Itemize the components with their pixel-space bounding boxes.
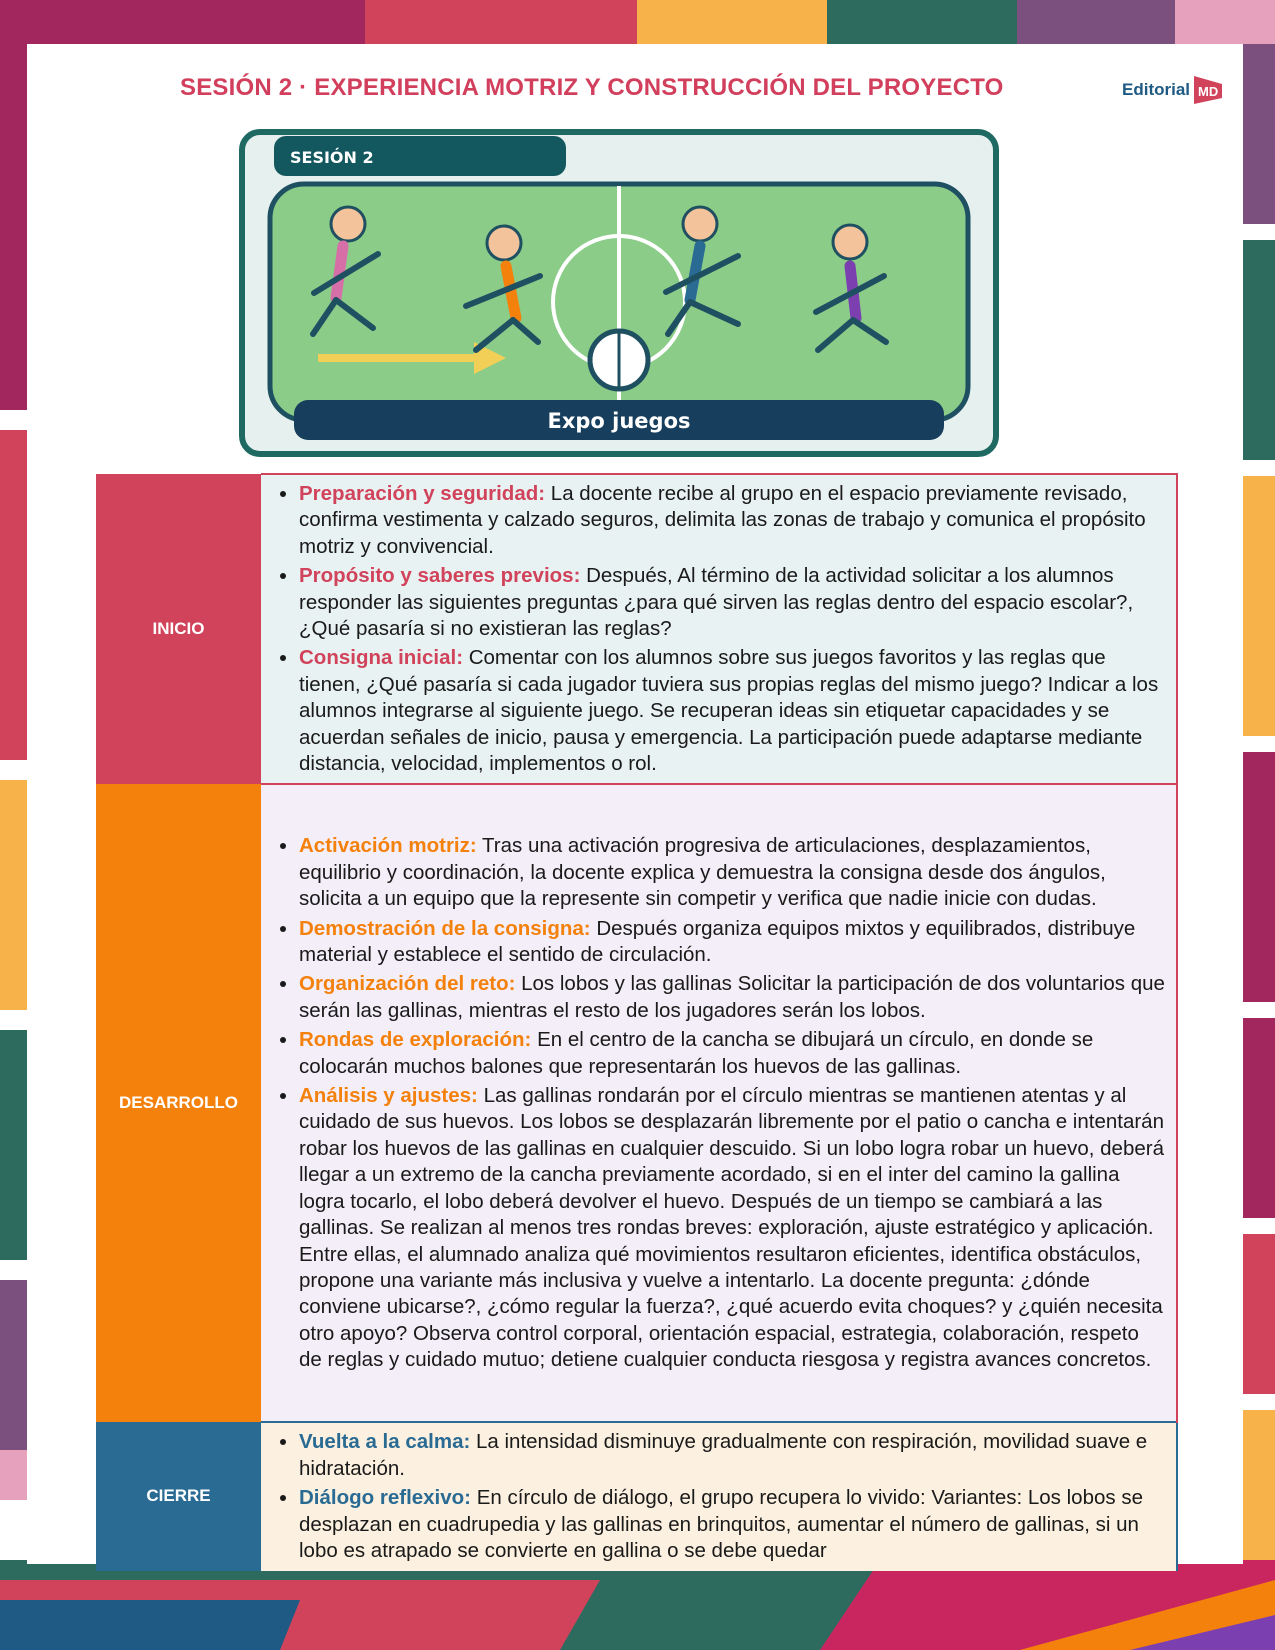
session-plan-table [96,473,1178,1571]
list-item: • Rondas de exploración: En el centro de la cancha se dibujará un círculo, en donde se colocarán muchos balones que representarán los huevos de las gallinas. [299,1027,1166,1080]
session-tag: SESIÓN 2 [290,148,374,167]
list-item: • Análisis y ajustes: Las gallinas rondarán por el círculo mientras se mantienen atentas y al cuidado de sus huevos. Los lobos se desplazarán libremente por el patio o cancha e intentarán robar los huevos de las gallinas en cualquier descuido. Si un lobo logra robar un huevo, deberá llegar a un extremo de la cancha previamente acordado, si en el inter del camino la gallina logra tocarlo, el lobo deberá devolver el huevo. Después de un tiempo se cambiará a las gallinas. Se realizan al menos tres rondas breves: exploración, ajuste estratégico y aplicación. Entre ellas, el alumnado analiza qué movimientos resultaron eficientes, identifica obstáculos, propone una variante más inclusiva y vuelve a intentarlo. La docente pregunta: ¿dónde conviene ubicarse?, ¿cómo regular la fuerza?, ¿qué acuerdo evita choques? y ¿quién necesita otro apoyo? Observa control corporal, orientación espacial, estrategia, colaboración, respeto de reglas y cuidado mutuo; detiene cualquier conducta riesgosa y registra avances concretos. [299,1083,1166,1373]
phase-row-inicio [96,474,1177,784]
illustration-caption: Expo juegos [547,409,691,433]
expo-juegos-illustration [238,128,1038,460]
phase-row-cierre [96,1422,1177,1570]
md-logo-icon [1192,74,1226,106]
list-item: • Diálogo reflexivo: En círculo de diálogo, el grupo recupera lo vivido: Variantes: Los lobos se desplazan en cuadrupedia y las gallinas en brinquitos, aumentar el número de gallinas, si un lobo es atrapado se convierte en gallina o se debe quedar [299,1485,1166,1564]
editorial-logo [1122,74,1232,114]
phase-content [261,474,1177,784]
list-item: • Propósito y saberes previos: Después, Al término de la actividad solicitar a los alumnos responder las siguientes preguntas ¿para qué sirven las reglas dentro del espacio escolar?, ¿Qué pasaría si no existieran las reglas? [299,563,1166,642]
list-item: • Consigna inicial: Comentar con los alumnos sobre sus juegos favoritos y las reglas que tienen, ¿Qué pasaría si cada jugador tuviera sus propias reglas del mismo juego? Indicar a los alumnos integrarse al siguiente juego. Se recuperan ideas sin etiquetar capacidades y se acuerdan señales de inicio, pausa y emergencia. La participación puede adaptarse mediante distancia, velocidad, implementos o rol. [299,645,1166,777]
phase-row-desarrollo [96,784,1177,1422]
phase-label: INICIO [96,474,261,784]
list-item: • Organización del reto: Los lobos y las gallinas Solicitar la participación de dos voluntarios que serán las gallinas, mientras el resto de los jugadores serán los lobos. [299,971,1166,1024]
svg-text:MD: MD [1198,84,1219,99]
phase-content [261,1422,1177,1570]
list-item: • Preparación y seguridad: La docente recibe al grupo en el espacio previamente revisado, confirma vestimenta y calzado seguros, delimita las zonas de trabajo y comunica el propósito motriz y convivencial. [299,481,1166,560]
list-item: • Activación motriz: Tras una activación progresiva de articulaciones, desplazamientos, equilibrio y coordinación, la docente explica y demuestra la consigna desde dos ángulos, solicita a un equipo que la represente sin competir y verifica que nadie inicie con dudas. [299,833,1166,912]
logo-text: Editorial [1122,80,1191,99]
list-item: • Demostración de la consigna: Después organiza equipos mixtos y equilibrados, distribuye material y establece el sentido de circulación. [299,916,1166,969]
phase-label: CIERRE [96,1422,261,1570]
phase-label: DESARROLLO [96,784,261,1422]
page-title: SESIÓN 2 · EXPERIENCIA MOTRIZ Y CONSTRUCCIÓN DEL PROYECTO [180,74,1004,101]
phase-content [261,784,1177,1422]
list-item: • Vuelta a la calma: La intensidad disminuye gradualmente con respiración, movilidad suave e hidratación. [299,1429,1166,1482]
